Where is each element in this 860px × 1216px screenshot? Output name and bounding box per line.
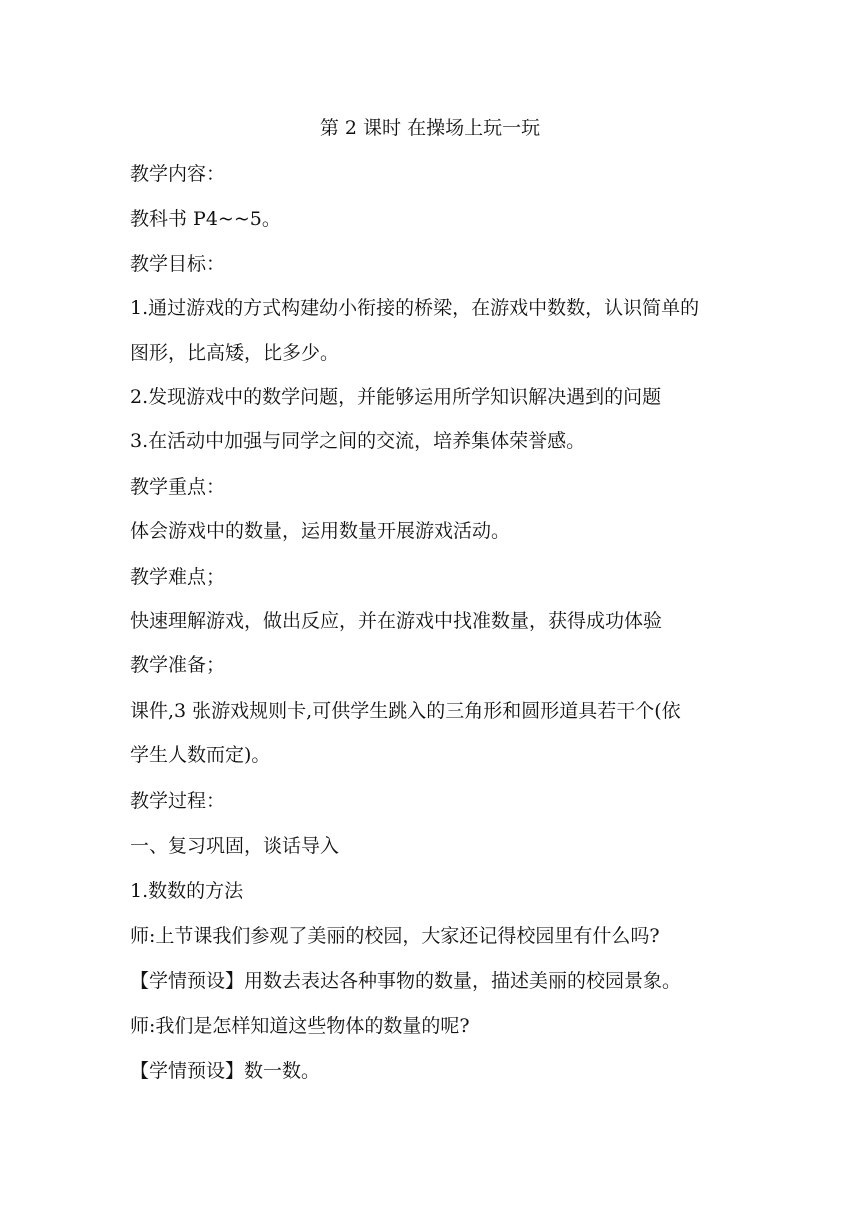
content-text: 教科书 P4~~5。 <box>130 208 281 230</box>
goal-1-line-1: 1.通过游戏的方式构建幼小衔接的桥梁，在游戏中数数，认识简单的 <box>130 297 700 319</box>
sub-heading-1: 1.数数的方法 <box>130 880 244 902</box>
preset-line-2: 【学情预设】数一数。 <box>130 1060 321 1082</box>
key-heading: 教学重点： <box>130 476 226 498</box>
preset-line-1: 【学情预设】用数去表达各种事物的数量，描述美丽的校园景象。 <box>130 970 682 992</box>
prep-line-1: 课件,3 张游戏规则卡,可供学生跳入的三角形和圆形道具若干个(依 <box>130 700 681 722</box>
goal-3: 3.在活动中加强与同学之间的交流，培养集体荣誉感。 <box>130 430 586 452</box>
process-heading: 教学过程： <box>130 790 226 812</box>
teacher-line-1: 师:上节课我们参观了美丽的校园，大家还记得校园里有什么吗? <box>130 925 660 947</box>
difficulty-text: 快速理解游戏，做出反应，并在游戏中找准数量，获得成功体验 <box>130 610 663 632</box>
key-text: 体会游戏中的数量，运用数量开展游戏活动。 <box>130 520 511 542</box>
goal-1-line-2: 图形，比高矮，比多少。 <box>130 342 340 364</box>
teacher-line-2: 师:我们是怎样知道这些物体的数量的呢? <box>130 1015 470 1037</box>
content-heading: 教学内容： <box>130 163 226 185</box>
prep-line-2: 学生人数而定)。 <box>130 744 271 766</box>
lesson-title: 第 2 课时 在操场上玩一玩 <box>319 117 541 139</box>
difficulty-heading: 教学难点； <box>130 566 226 588</box>
goal-2: 2.发现游戏中的数学问题，并能够运用所学知识解决遇到的问题 <box>130 386 662 408</box>
section-1-heading: 一、复习巩固，谈话导入 <box>130 835 340 857</box>
goals-heading: 教学目标： <box>130 253 226 275</box>
prep-heading: 教学准备； <box>130 654 226 676</box>
